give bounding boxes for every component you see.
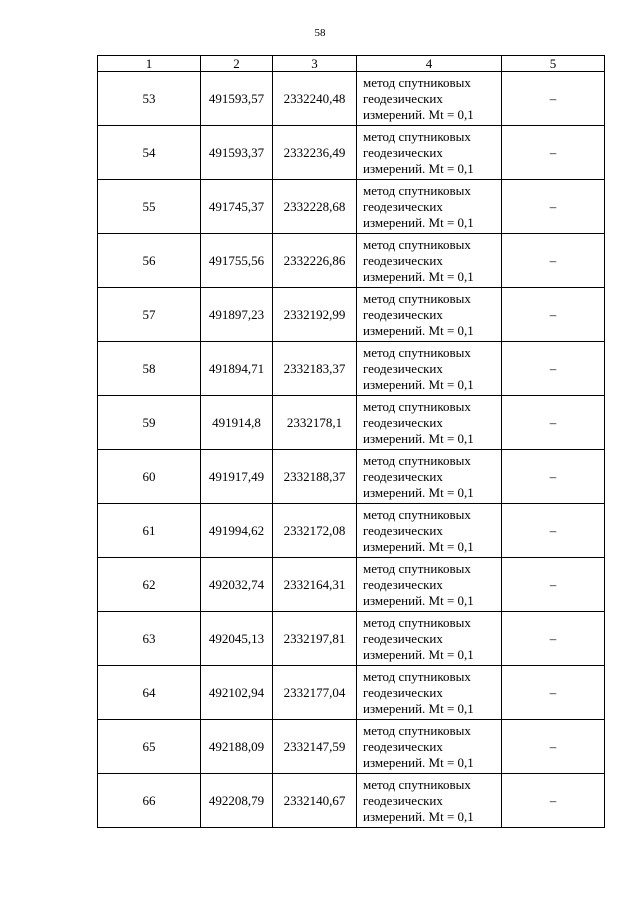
table-row: [98, 234, 605, 288]
method-line: измерений. Mt = 0,1: [363, 700, 474, 716]
method-cell: [357, 450, 502, 504]
table-body: [98, 72, 605, 828]
method-line: геодезических: [363, 360, 443, 376]
method-line: измерений. Mt = 0,1: [363, 268, 474, 284]
column-header: 1: [98, 56, 201, 72]
table-row: [98, 180, 605, 234]
x-coordinate-cell: 492188,09: [201, 720, 273, 774]
table-row: [98, 612, 605, 666]
table-row: [98, 72, 605, 126]
x-coordinate-cell: 491593,57: [201, 72, 273, 126]
column-5-cell: –: [502, 234, 605, 288]
table-row: [98, 504, 605, 558]
x-coordinate-cell: 491755,56: [201, 234, 273, 288]
method-cell: [357, 558, 502, 612]
point-number-cell: 56: [98, 234, 201, 288]
method-cell: [357, 288, 502, 342]
method-line: метод спутниковых: [363, 74, 471, 90]
y-coordinate-cell: 2332172,08: [273, 504, 357, 558]
y-coordinate-cell: 2332147,59: [273, 720, 357, 774]
y-coordinate-cell: 2332240,48: [273, 72, 357, 126]
column-5-cell: –: [502, 504, 605, 558]
method-cell: [357, 666, 502, 720]
point-number-cell: 53: [98, 72, 201, 126]
table-row: [98, 396, 605, 450]
point-number-cell: 57: [98, 288, 201, 342]
method-cell: [357, 720, 502, 774]
method-line: метод спутниковых: [363, 560, 471, 576]
method-line: метод спутниковых: [363, 128, 471, 144]
column-5-cell: –: [502, 72, 605, 126]
column-header: 4: [357, 56, 502, 72]
method-line: метод спутниковых: [363, 344, 471, 360]
x-coordinate-cell: 492032,74: [201, 558, 273, 612]
method-line: геодезических: [363, 144, 443, 160]
method-line: геодезических: [363, 198, 443, 214]
method-line: измерений. Mt = 0,1: [363, 322, 474, 338]
point-number-cell: 59: [98, 396, 201, 450]
method-line: измерений. Mt = 0,1: [363, 592, 474, 608]
table-row: [98, 774, 605, 828]
x-coordinate-cell: 491994,62: [201, 504, 273, 558]
table-row: [98, 288, 605, 342]
column-5-cell: –: [502, 288, 605, 342]
method-cell: [357, 396, 502, 450]
y-coordinate-cell: 2332183,37: [273, 342, 357, 396]
table-row: [98, 342, 605, 396]
method-line: измерений. Mt = 0,1: [363, 430, 474, 446]
method-line: метод спутниковых: [363, 776, 471, 792]
method-cell: [357, 774, 502, 828]
method-line: геодезических: [363, 792, 443, 808]
method-line: метод спутниковых: [363, 182, 471, 198]
method-line: геодезических: [363, 576, 443, 592]
point-number-cell: 61: [98, 504, 201, 558]
y-coordinate-cell: 2332226,86: [273, 234, 357, 288]
method-line: измерений. Mt = 0,1: [363, 808, 474, 824]
method-cell: [357, 126, 502, 180]
method-line: метод спутниковых: [363, 452, 471, 468]
column-header: 3: [273, 56, 357, 72]
method-line: измерений. Mt = 0,1: [363, 160, 474, 176]
method-cell: [357, 234, 502, 288]
y-coordinate-cell: 2332236,49: [273, 126, 357, 180]
point-number-cell: 64: [98, 666, 201, 720]
y-coordinate-cell: 2332164,31: [273, 558, 357, 612]
x-coordinate-cell: 491593,37: [201, 126, 273, 180]
method-line: геодезических: [363, 306, 443, 322]
method-cell: [357, 612, 502, 666]
column-5-cell: –: [502, 720, 605, 774]
method-line: геодезических: [363, 738, 443, 754]
method-line: измерений. Mt = 0,1: [363, 538, 474, 554]
column-5-cell: –: [502, 774, 605, 828]
column-5-cell: –: [502, 396, 605, 450]
y-coordinate-cell: 2332188,37: [273, 450, 357, 504]
column-5-cell: –: [502, 342, 605, 396]
x-coordinate-cell: 492102,94: [201, 666, 273, 720]
method-line: измерений. Mt = 0,1: [363, 214, 474, 230]
page-number: 58: [314, 27, 326, 39]
coordinates-table: [97, 55, 605, 828]
column-5-cell: –: [502, 612, 605, 666]
method-line: геодезических: [363, 522, 443, 538]
y-coordinate-cell: 2332197,81: [273, 612, 357, 666]
table-row: [98, 126, 605, 180]
method-cell: [357, 504, 502, 558]
y-coordinate-cell: 2332177,04: [273, 666, 357, 720]
point-number-cell: 65: [98, 720, 201, 774]
method-line: метод спутниковых: [363, 722, 471, 738]
column-header: 2: [201, 56, 273, 72]
point-number-cell: 63: [98, 612, 201, 666]
point-number-cell: 62: [98, 558, 201, 612]
point-number-cell: 54: [98, 126, 201, 180]
column-5-cell: –: [502, 666, 605, 720]
method-line: геодезических: [363, 90, 443, 106]
method-cell: [357, 180, 502, 234]
method-line: измерений. Mt = 0,1: [363, 376, 474, 392]
column-5-cell: –: [502, 558, 605, 612]
table-row: [98, 450, 605, 504]
method-line: измерений. Mt = 0,1: [363, 754, 474, 770]
method-line: метод спутниковых: [363, 236, 471, 252]
method-line: геодезических: [363, 252, 443, 268]
point-number-cell: 58: [98, 342, 201, 396]
column-header: 5: [502, 56, 605, 72]
column-5-cell: –: [502, 180, 605, 234]
x-coordinate-cell: 491897,23: [201, 288, 273, 342]
x-coordinate-cell: 491917,49: [201, 450, 273, 504]
method-line: метод спутниковых: [363, 668, 471, 684]
table-header-row: [98, 56, 605, 72]
method-line: геодезических: [363, 414, 443, 430]
y-coordinate-cell: 2332178,1: [273, 396, 357, 450]
method-line: измерений. Mt = 0,1: [363, 106, 474, 122]
column-5-cell: –: [502, 126, 605, 180]
method-line: метод спутниковых: [363, 290, 471, 306]
column-5-cell: –: [502, 450, 605, 504]
method-line: метод спутниковых: [363, 398, 471, 414]
method-cell: [357, 342, 502, 396]
point-number-cell: 66: [98, 774, 201, 828]
y-coordinate-cell: 2332228,68: [273, 180, 357, 234]
table-row: [98, 666, 605, 720]
x-coordinate-cell: 492208,79: [201, 774, 273, 828]
method-line: геодезических: [363, 684, 443, 700]
method-line: измерений. Mt = 0,1: [363, 484, 474, 500]
method-line: геодезических: [363, 630, 443, 646]
table-row: [98, 558, 605, 612]
point-number-cell: 60: [98, 450, 201, 504]
x-coordinate-cell: 491894,71: [201, 342, 273, 396]
y-coordinate-cell: 2332140,67: [273, 774, 357, 828]
method-line: метод спутниковых: [363, 614, 471, 630]
x-coordinate-cell: 492045,13: [201, 612, 273, 666]
method-line: геодезических: [363, 468, 443, 484]
x-coordinate-cell: 491914,8: [201, 396, 273, 450]
method-line: метод спутниковых: [363, 506, 471, 522]
method-line: измерений. Mt = 0,1: [363, 646, 474, 662]
y-coordinate-cell: 2332192,99: [273, 288, 357, 342]
method-cell: [357, 72, 502, 126]
x-coordinate-cell: 491745,37: [201, 180, 273, 234]
point-number-cell: 55: [98, 180, 201, 234]
table-row: [98, 720, 605, 774]
